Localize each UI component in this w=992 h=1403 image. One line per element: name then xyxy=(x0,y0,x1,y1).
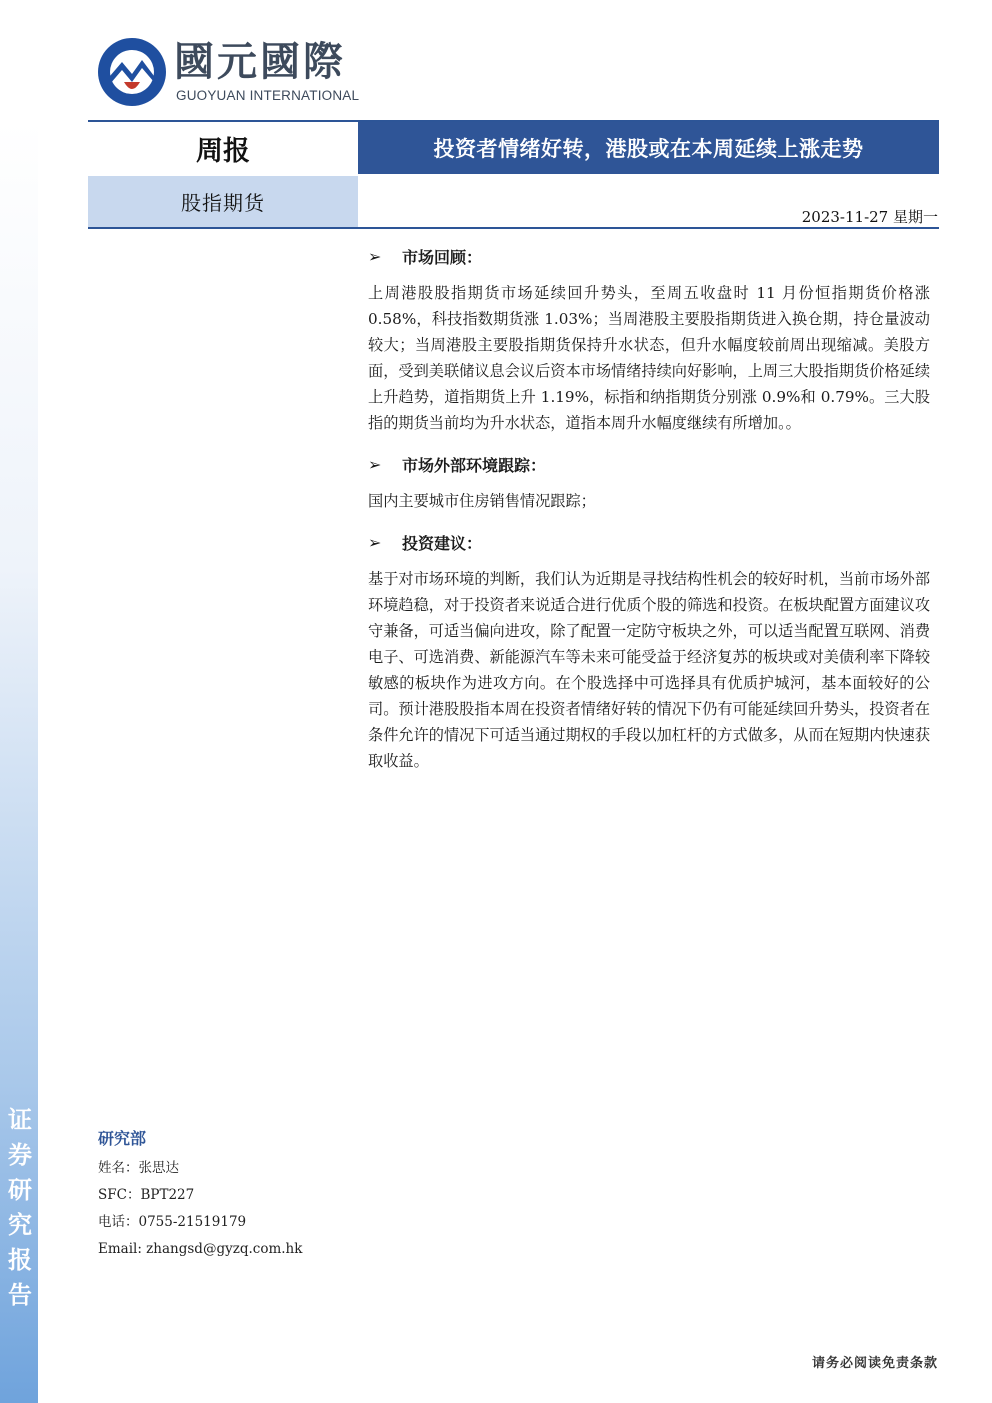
department-name: 研究部 xyxy=(98,1129,147,1148)
arrow-bullet-icon: ➢ xyxy=(368,246,382,266)
side-label-char: 报 xyxy=(8,1246,32,1274)
analyst-email[interactable]: Email: zhangsd@gyzq.com.hk xyxy=(98,1241,303,1257)
logo-chinese-name: 國元國際 xyxy=(174,39,346,85)
side-label-char: 告 xyxy=(8,1281,32,1309)
section-paragraph: 上周港股股指期货市场延续回升势头，至周五收盘时 11 月份恒指期货价格涨 0.58%，科技指数期货涨 1.03%；当周港股主要股指期货进入换仓期，持仓量波动较大；当周港股主要股指期货保持升水状态，但升水幅度较前周出现缩减。美股方面，受到美联储议息会议后资本市场情绪持续向好影响，上周三大股指期货价格延续上升趋势，道指期货上升 1.19%，标指和纳指期货分别涨 0.9%和 0.79%。三大股指的期货当前均为升水状态，道指本周升水幅度继续有所增加。。 xyxy=(368,284,930,432)
report-date: 2023-11-27 星期一 xyxy=(801,208,938,226)
arrow-bullet-icon: ➢ xyxy=(368,532,382,552)
analyst-sfc: SFC：BPT227 xyxy=(98,1187,195,1203)
section-heading-text: 市场外部环境跟踪： xyxy=(402,455,547,475)
section-heading-text: 市场回顾： xyxy=(402,247,483,267)
header-bottom-rule xyxy=(88,227,939,229)
section-heading-text: 投资建议： xyxy=(402,533,483,553)
report-type: 周报 xyxy=(196,135,250,167)
company-logo xyxy=(96,36,366,111)
analyst-phone: 电话：0755-21519179 xyxy=(98,1214,247,1230)
analyst-name: 姓名：张思达 xyxy=(98,1160,179,1176)
arrow-bullet-icon: ➢ xyxy=(368,454,382,474)
section-heading xyxy=(368,240,930,272)
logo-mark-icon xyxy=(96,36,168,108)
logo-english-name: GUOYUAN INTERNATIONAL xyxy=(176,88,360,103)
side-label xyxy=(4,1103,36,1313)
side-label-char: 究 xyxy=(8,1211,32,1239)
report-body xyxy=(368,240,930,786)
analyst-contact xyxy=(98,1126,358,1263)
disclaimer-note: 请务必阅读免责条款 xyxy=(811,1356,938,1371)
report-category: 股指期货 xyxy=(88,176,358,227)
section-heading xyxy=(368,526,930,558)
side-label-char: 券 xyxy=(8,1141,32,1169)
section-heading xyxy=(368,448,930,480)
section-paragraph: 国内主要城市住房销售情况跟踪； xyxy=(368,492,596,510)
report-title: 投资者情绪好转，港股或在本周延续上涨走势 xyxy=(358,122,939,174)
side-label-char: 证 xyxy=(8,1106,32,1134)
side-label-char: 研 xyxy=(8,1176,32,1204)
section-paragraph: 基于对市场环境的判断，我们认为近期是寻找结构性机会的较好时机，当前市场外部环境趋稳，对于投资者来说适合进行优质个股的筛选和投资。在板块配置方面建议攻守兼备，可适当偏向进攻，除了配置一定防守板块之外，可以适当配置互联网、消费电子、可选消费、新能源汽车等未来可能受益于经济复苏的板块或对美债利率下降较敏感的板块作为进攻方向。在个股选择中可选择具有优质护城河，基本面较好的公司。预计港股股指本周在投资者情绪好转的情况下仍有可能延续回升势头，投资者在条件允许的情况下可适当通过期权的手段以加杠杆的方式做多，从而在短期内快速获取收益。 xyxy=(368,570,930,770)
